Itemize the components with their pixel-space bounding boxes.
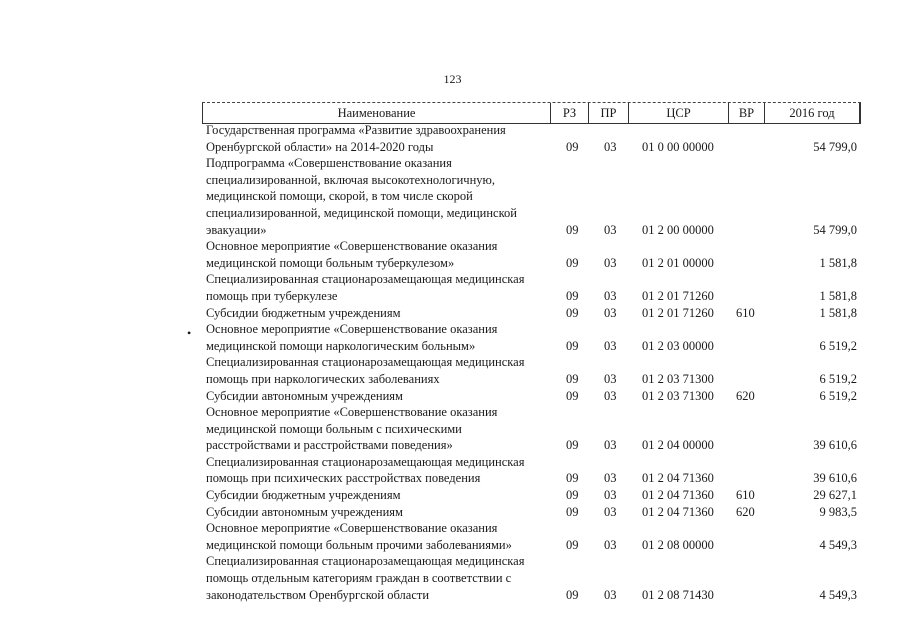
- row-rz: 09: [566, 438, 579, 453]
- table-row: [206, 487, 861, 504]
- row-rz: 09: [566, 504, 579, 519]
- row-name: Основное мероприятие «Совершенствование оказания медицинской помощи больным прочими заболеваниями»: [206, 521, 512, 552]
- row-value: 39 610,6: [813, 471, 857, 486]
- table-row: [206, 388, 861, 405]
- table-header: [202, 102, 861, 124]
- row-vr: 620: [736, 504, 755, 519]
- row-pr: 03: [604, 537, 617, 552]
- row-csr: 01 2 00 00000: [642, 222, 714, 237]
- row-pr: 03: [604, 288, 617, 303]
- row-value: 6 519,2: [819, 371, 857, 386]
- row-rz: 09: [566, 488, 579, 503]
- table-row: [206, 238, 861, 271]
- row-rz: 09: [566, 139, 579, 154]
- row-rz: 09: [566, 371, 579, 386]
- row-name: Специализированная стационарозамещающая медицинская помощь при туберкулезе: [206, 272, 525, 303]
- row-rz: 09: [566, 587, 579, 602]
- row-name: Государственная программа «Развитие здравоохранения Оренбургской области» на 2014-2020 годы: [206, 123, 506, 154]
- table-row: [206, 520, 861, 553]
- row-pr: 03: [604, 338, 617, 353]
- row-csr: 01 2 01 71260: [642, 288, 714, 303]
- row-vr: 610: [736, 488, 755, 503]
- row-csr: 01 2 01 71260: [642, 305, 714, 320]
- row-name: Субсидии бюджетным учреждениям: [206, 305, 401, 320]
- row-pr: 03: [604, 504, 617, 519]
- header-name: Наименование: [202, 103, 550, 123]
- row-value: 6 519,2: [819, 338, 857, 353]
- row-value: 54 799,0: [813, 139, 857, 154]
- row-pr: 03: [604, 388, 617, 403]
- row-pr: 03: [604, 471, 617, 486]
- row-name: Специализированная стационарозамещающая медицинская помощь отдельным категориям граждан в соответствии с законодательством Оренбургской области: [206, 554, 525, 602]
- row-value: 54 799,0: [813, 222, 857, 237]
- row-value: 29 627,1: [813, 488, 857, 503]
- row-csr: 01 2 08 00000: [642, 537, 714, 552]
- row-csr: 01 2 04 71360: [642, 488, 714, 503]
- header-year: 2016 год: [764, 103, 861, 123]
- row-pr: 03: [604, 255, 617, 270]
- row-pr: 03: [604, 222, 617, 237]
- row-csr: 01 2 03 00000: [642, 338, 714, 353]
- row-value: 1 581,8: [819, 255, 857, 270]
- row-csr: 01 2 04 71360: [642, 471, 714, 486]
- table-row: [206, 271, 861, 304]
- row-rz: 09: [566, 338, 579, 353]
- table-row: [206, 454, 861, 487]
- header-vr: ВР: [728, 103, 764, 123]
- stray-mark: •: [187, 326, 192, 340]
- table-row: [206, 553, 861, 603]
- table-row: [206, 305, 861, 322]
- row-csr: 01 2 01 00000: [642, 255, 714, 270]
- row-rz: 09: [566, 537, 579, 552]
- row-name: Основное мероприятие «Совершенствование оказания медицинской помощи наркологическим больным»: [206, 322, 498, 353]
- row-value: 1 581,8: [819, 288, 857, 303]
- page-number: 123: [443, 72, 462, 86]
- row-csr: 01 2 08 71430: [642, 587, 714, 602]
- row-rz: 09: [566, 388, 579, 403]
- row-pr: 03: [604, 139, 617, 154]
- row-name: Подпрограмма «Совершенствование оказания специализированной, включая высокотехнологичную, медицинской помощи, скорой, в том числе скорой специализированной, медицинской помощи, медицинской эвакуации»: [206, 156, 517, 237]
- header-rz: РЗ: [550, 103, 588, 123]
- row-rz: 09: [566, 222, 579, 237]
- row-csr: 01 2 03 71300: [642, 388, 714, 403]
- row-csr: 01 2 04 71360: [642, 504, 714, 519]
- row-csr: 01 0 00 00000: [642, 139, 714, 154]
- row-name: Субсидии автономным учреждениям: [206, 504, 403, 519]
- row-pr: 03: [604, 371, 617, 386]
- row-csr: 01 2 03 71300: [642, 371, 714, 386]
- row-name: Основное мероприятие «Совершенствование оказания медицинской помощи больным с психическими расстройствами и расстройствами поведения»: [206, 405, 498, 453]
- row-value: 4 549,3: [819, 587, 857, 602]
- table-row: [206, 404, 861, 454]
- row-pr: 03: [604, 587, 617, 602]
- row-csr: 01 2 04 00000: [642, 438, 714, 453]
- table-row: [206, 155, 861, 238]
- table-body: [206, 122, 861, 603]
- row-name: Субсидии автономным учреждениям: [206, 388, 403, 403]
- row-value: 39 610,6: [813, 438, 857, 453]
- header-pr: ПР: [588, 103, 628, 123]
- row-pr: 03: [604, 488, 617, 503]
- row-pr: 03: [604, 438, 617, 453]
- header-csr: ЦСР: [628, 103, 728, 123]
- row-pr: 03: [604, 305, 617, 320]
- table-row: [206, 354, 861, 387]
- row-name: Основное мероприятие «Совершенствование оказания медицинской помощи больным туберкулезом»: [206, 239, 498, 270]
- row-value: 4 549,3: [819, 537, 857, 552]
- row-name: Специализированная стационарозамещающая медицинская помощь при наркологических заболеваниях: [206, 355, 525, 386]
- row-value: 6 519,2: [819, 388, 857, 403]
- row-name: Специализированная стационарозамещающая медицинская помощь при психических расстройствах поведения: [206, 454, 525, 486]
- row-value: 1 581,8: [819, 305, 857, 320]
- row-rz: 09: [566, 255, 579, 270]
- row-vr: 620: [736, 388, 755, 403]
- table-row: [206, 321, 861, 354]
- row-rz: 09: [566, 305, 579, 320]
- row-name: Субсидии бюджетным учреждениям: [206, 488, 401, 503]
- row-rz: 09: [566, 471, 579, 486]
- row-vr: 610: [736, 305, 755, 320]
- table-row: [206, 122, 861, 155]
- row-rz: 09: [566, 288, 579, 303]
- table-row: [206, 504, 861, 521]
- row-value: 9 983,5: [819, 504, 857, 519]
